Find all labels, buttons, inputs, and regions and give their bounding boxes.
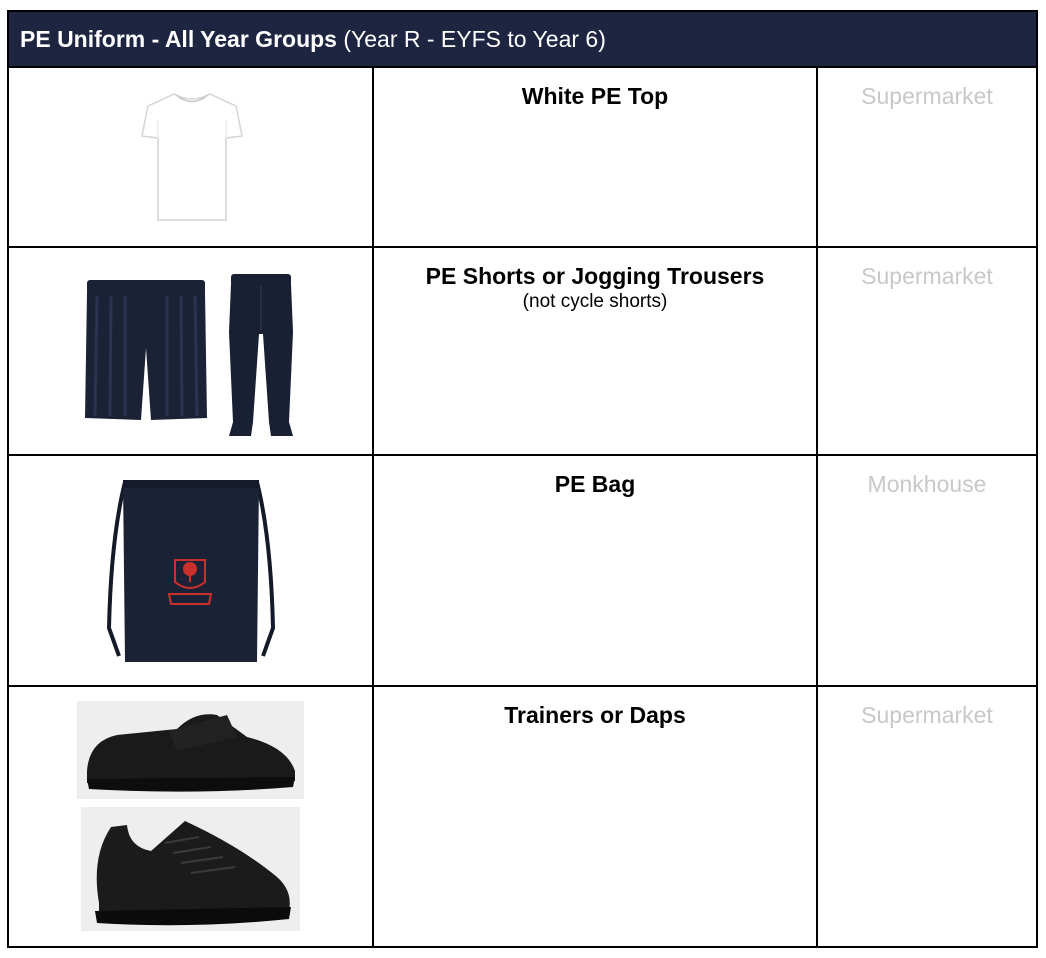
shop-name: Supermarket xyxy=(861,263,993,289)
white-tshirt-image xyxy=(140,90,244,224)
black-velcro-daps-image xyxy=(77,701,304,799)
item-name: Trainers or Daps xyxy=(504,702,686,728)
header-title-rest: (Year R - EYFS to Year 6) xyxy=(336,25,606,52)
item-note: (not cycle shorts) xyxy=(522,291,668,312)
shop-name: Supermarket xyxy=(861,702,993,728)
navy-shorts-image xyxy=(83,278,209,426)
navy-jogging-trousers-image xyxy=(227,272,295,440)
table-row xyxy=(9,66,1036,246)
item-name: PE Shorts or Jogging Trousers xyxy=(425,263,765,289)
item-name-cell xyxy=(374,248,818,454)
item-name: White PE Top xyxy=(521,83,669,109)
item-name-cell xyxy=(374,687,818,948)
table-row xyxy=(9,454,1036,685)
item-image-cell xyxy=(9,248,374,454)
item-image-cell xyxy=(9,456,374,685)
uniform-table xyxy=(7,10,1038,948)
item-name: PE Bag xyxy=(554,471,636,497)
shop-cell xyxy=(818,456,1036,685)
shop-name: Supermarket xyxy=(861,83,993,109)
header-title-bold: PE Uniform - All Year Groups xyxy=(20,25,337,52)
navy-drawstring-bag-image xyxy=(105,478,277,664)
shop-cell xyxy=(818,687,1036,948)
shop-name: Monkhouse xyxy=(867,471,987,497)
table-row xyxy=(9,246,1036,454)
table-header xyxy=(9,12,1036,66)
black-lace-trainers-image xyxy=(81,807,300,931)
item-name-cell xyxy=(374,68,818,246)
item-image-cell xyxy=(9,687,374,948)
table-row xyxy=(9,685,1036,948)
shop-cell xyxy=(818,68,1036,246)
item-image-cell xyxy=(9,68,374,246)
shop-cell xyxy=(818,248,1036,454)
item-name-cell xyxy=(374,456,818,685)
